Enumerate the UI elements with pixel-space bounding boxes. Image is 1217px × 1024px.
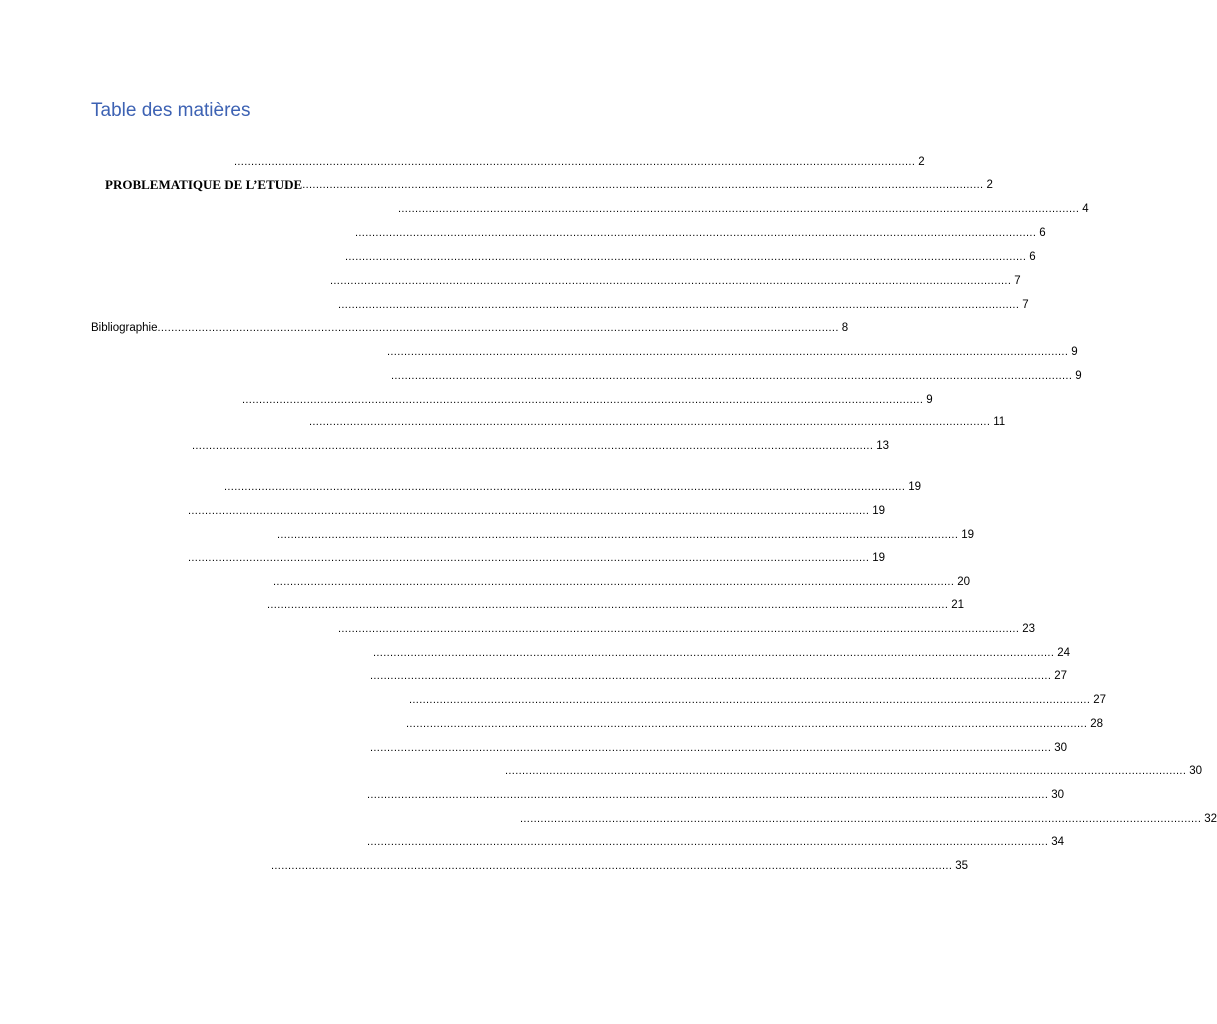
toc-page-number: 4: [1082, 203, 1089, 215]
toc-page-number: 20: [957, 576, 971, 588]
toc-entry[interactable]: [338, 620, 1036, 636]
toc-entry-label: Bibliographie: [91, 322, 158, 334]
toc-page-number: 27: [1093, 694, 1107, 706]
toc-entry[interactable]: [330, 272, 1021, 288]
toc-dot-leader: ........................................................................................................................................................................................................: [406, 718, 1088, 730]
toc-page-number: 27: [1054, 670, 1068, 682]
toc-dot-leader: ........................................................................................................................................................................................................: [273, 576, 955, 588]
toc-page-number: 30: [1054, 742, 1068, 754]
toc-page-number: 2: [918, 156, 925, 168]
toc-page-number: 2: [986, 179, 993, 191]
toc-entry[interactable]: [188, 549, 886, 565]
toc-entry[interactable]: [224, 478, 922, 494]
toc-entry[interactable]: [505, 762, 1203, 778]
toc-dot-leader: ........................................................................................................................................................................................................: [267, 599, 949, 611]
toc-dot-leader: ........................................................................................................................................................................................................: [330, 275, 1012, 287]
toc-page-number: 7: [1022, 299, 1029, 311]
toc-entry[interactable]: [367, 833, 1065, 849]
toc-page-number: 23: [1022, 623, 1036, 635]
toc-page-number: 6: [1029, 251, 1036, 263]
toc-entry[interactable]: [391, 367, 1082, 383]
toc-page-number: 19: [908, 481, 922, 493]
toc-page-number: 19: [961, 529, 975, 541]
toc-dot-leader: ........................................................................................................................................................................................................: [271, 860, 953, 872]
toc-dot-leader: ........................................................................................................................................................................................................: [409, 694, 1091, 706]
toc-entry[interactable]: [387, 343, 1078, 359]
toc-entry[interactable]: [267, 596, 965, 612]
toc-dot-leader: ........................................................................................................................................................................................................: [391, 370, 1073, 382]
toc-dot-leader: ........................................................................................................................................................................................................: [367, 789, 1049, 801]
toc-dot-leader: ........................................................................................................................................................................................................: [505, 765, 1187, 777]
toc-dot-leader: ........................................................................................................................................................................................................: [367, 836, 1049, 848]
toc-page-number: 28: [1090, 718, 1104, 730]
toc-entry[interactable]: [105, 176, 993, 192]
toc-entry[interactable]: [91, 319, 849, 335]
toc-dot-leader: ........................................................................................................................................................................................................: [302, 179, 984, 191]
toc-dot-leader: ........................................................................................................................................................................................................: [188, 552, 870, 564]
toc-page-number: 19: [872, 505, 886, 517]
toc-page-number: 6: [1039, 227, 1046, 239]
toc-page-number: 30: [1189, 765, 1203, 777]
toc-entry[interactable]: [373, 644, 1071, 660]
toc-dot-leader: ........................................................................................................................................................................................................: [355, 227, 1037, 239]
toc-dot-leader: ........................................................................................................................................................................................................: [345, 251, 1027, 263]
toc-entry[interactable]: [406, 715, 1104, 731]
toc-entry[interactable]: [309, 413, 1006, 429]
toc-entry[interactable]: [338, 296, 1029, 312]
toc-page-number: 9: [1071, 346, 1078, 358]
toc-dot-leader: ........................................................................................................................................................................................................: [520, 813, 1202, 825]
toc-entry[interactable]: [271, 857, 969, 873]
toc-title: Table des matières: [91, 100, 251, 121]
toc-page-number: 21: [951, 599, 965, 611]
toc-entry[interactable]: [355, 224, 1046, 240]
toc-dot-leader: ........................................................................................................................................................................................................: [192, 440, 874, 452]
toc-page-number: 19: [872, 552, 886, 564]
toc-page-number: 9: [926, 394, 933, 406]
toc-page-number: 13: [876, 440, 890, 452]
toc-dot-leader: ........................................................................................................................................................................................................: [242, 394, 924, 406]
toc-entry[interactable]: [370, 667, 1068, 683]
toc-entry[interactable]: [520, 810, 1217, 826]
toc-entry[interactable]: [188, 502, 886, 518]
toc-dot-leader: ........................................................................................................................................................................................................: [188, 505, 870, 517]
toc-dot-leader: ........................................................................................................................................................................................................: [370, 670, 1052, 682]
toc-dot-leader: ........................................................................................................................................................................................................: [370, 742, 1052, 754]
toc-dot-leader: ........................................................................................................................................................................................................: [234, 156, 916, 168]
toc-entry[interactable]: [367, 786, 1065, 802]
toc-entry[interactable]: [398, 200, 1089, 216]
toc-entry[interactable]: [409, 691, 1107, 707]
toc-page-number: 7: [1014, 275, 1021, 287]
toc-entry[interactable]: [277, 526, 975, 542]
toc-dot-leader: ........................................................................................................................................................................................................: [224, 481, 906, 493]
toc-entry-label: PROBLEMATIQUE DE L’ETUDE: [105, 177, 303, 192]
toc-dot-leader: ........................................................................................................................................................................................................: [277, 529, 959, 541]
toc-page-number: 8: [841, 322, 849, 334]
toc-dot-leader: ........................................................................................................................................................................................................: [309, 416, 991, 428]
toc-page-number: 32: [1204, 813, 1217, 825]
toc-dot-leader: ........................................................................................................................................................................................................: [157, 322, 839, 334]
toc-entry[interactable]: [234, 153, 925, 169]
toc-entry[interactable]: [273, 573, 971, 589]
toc-page-number: 24: [1057, 647, 1071, 659]
toc-entry[interactable]: [192, 437, 890, 453]
toc-page-number: 30: [1051, 789, 1065, 801]
toc-dot-leader: ........................................................................................................................................................................................................: [398, 203, 1080, 215]
toc-entry[interactable]: [242, 391, 933, 407]
toc-dot-leader: ........................................................................................................................................................................................................: [338, 623, 1020, 635]
toc-dot-leader: ........................................................................................................................................................................................................: [338, 299, 1020, 311]
toc-entry[interactable]: [370, 739, 1068, 755]
toc-dot-leader: ........................................................................................................................................................................................................: [387, 346, 1069, 358]
toc-dot-leader: ........................................................................................................................................................................................................: [373, 647, 1055, 659]
toc-page-number: 11: [993, 416, 1006, 428]
toc-page-number: 34: [1051, 836, 1065, 848]
toc-page-number: 9: [1075, 370, 1082, 382]
toc-page-number: 35: [955, 860, 969, 872]
toc-entry[interactable]: [345, 248, 1036, 264]
